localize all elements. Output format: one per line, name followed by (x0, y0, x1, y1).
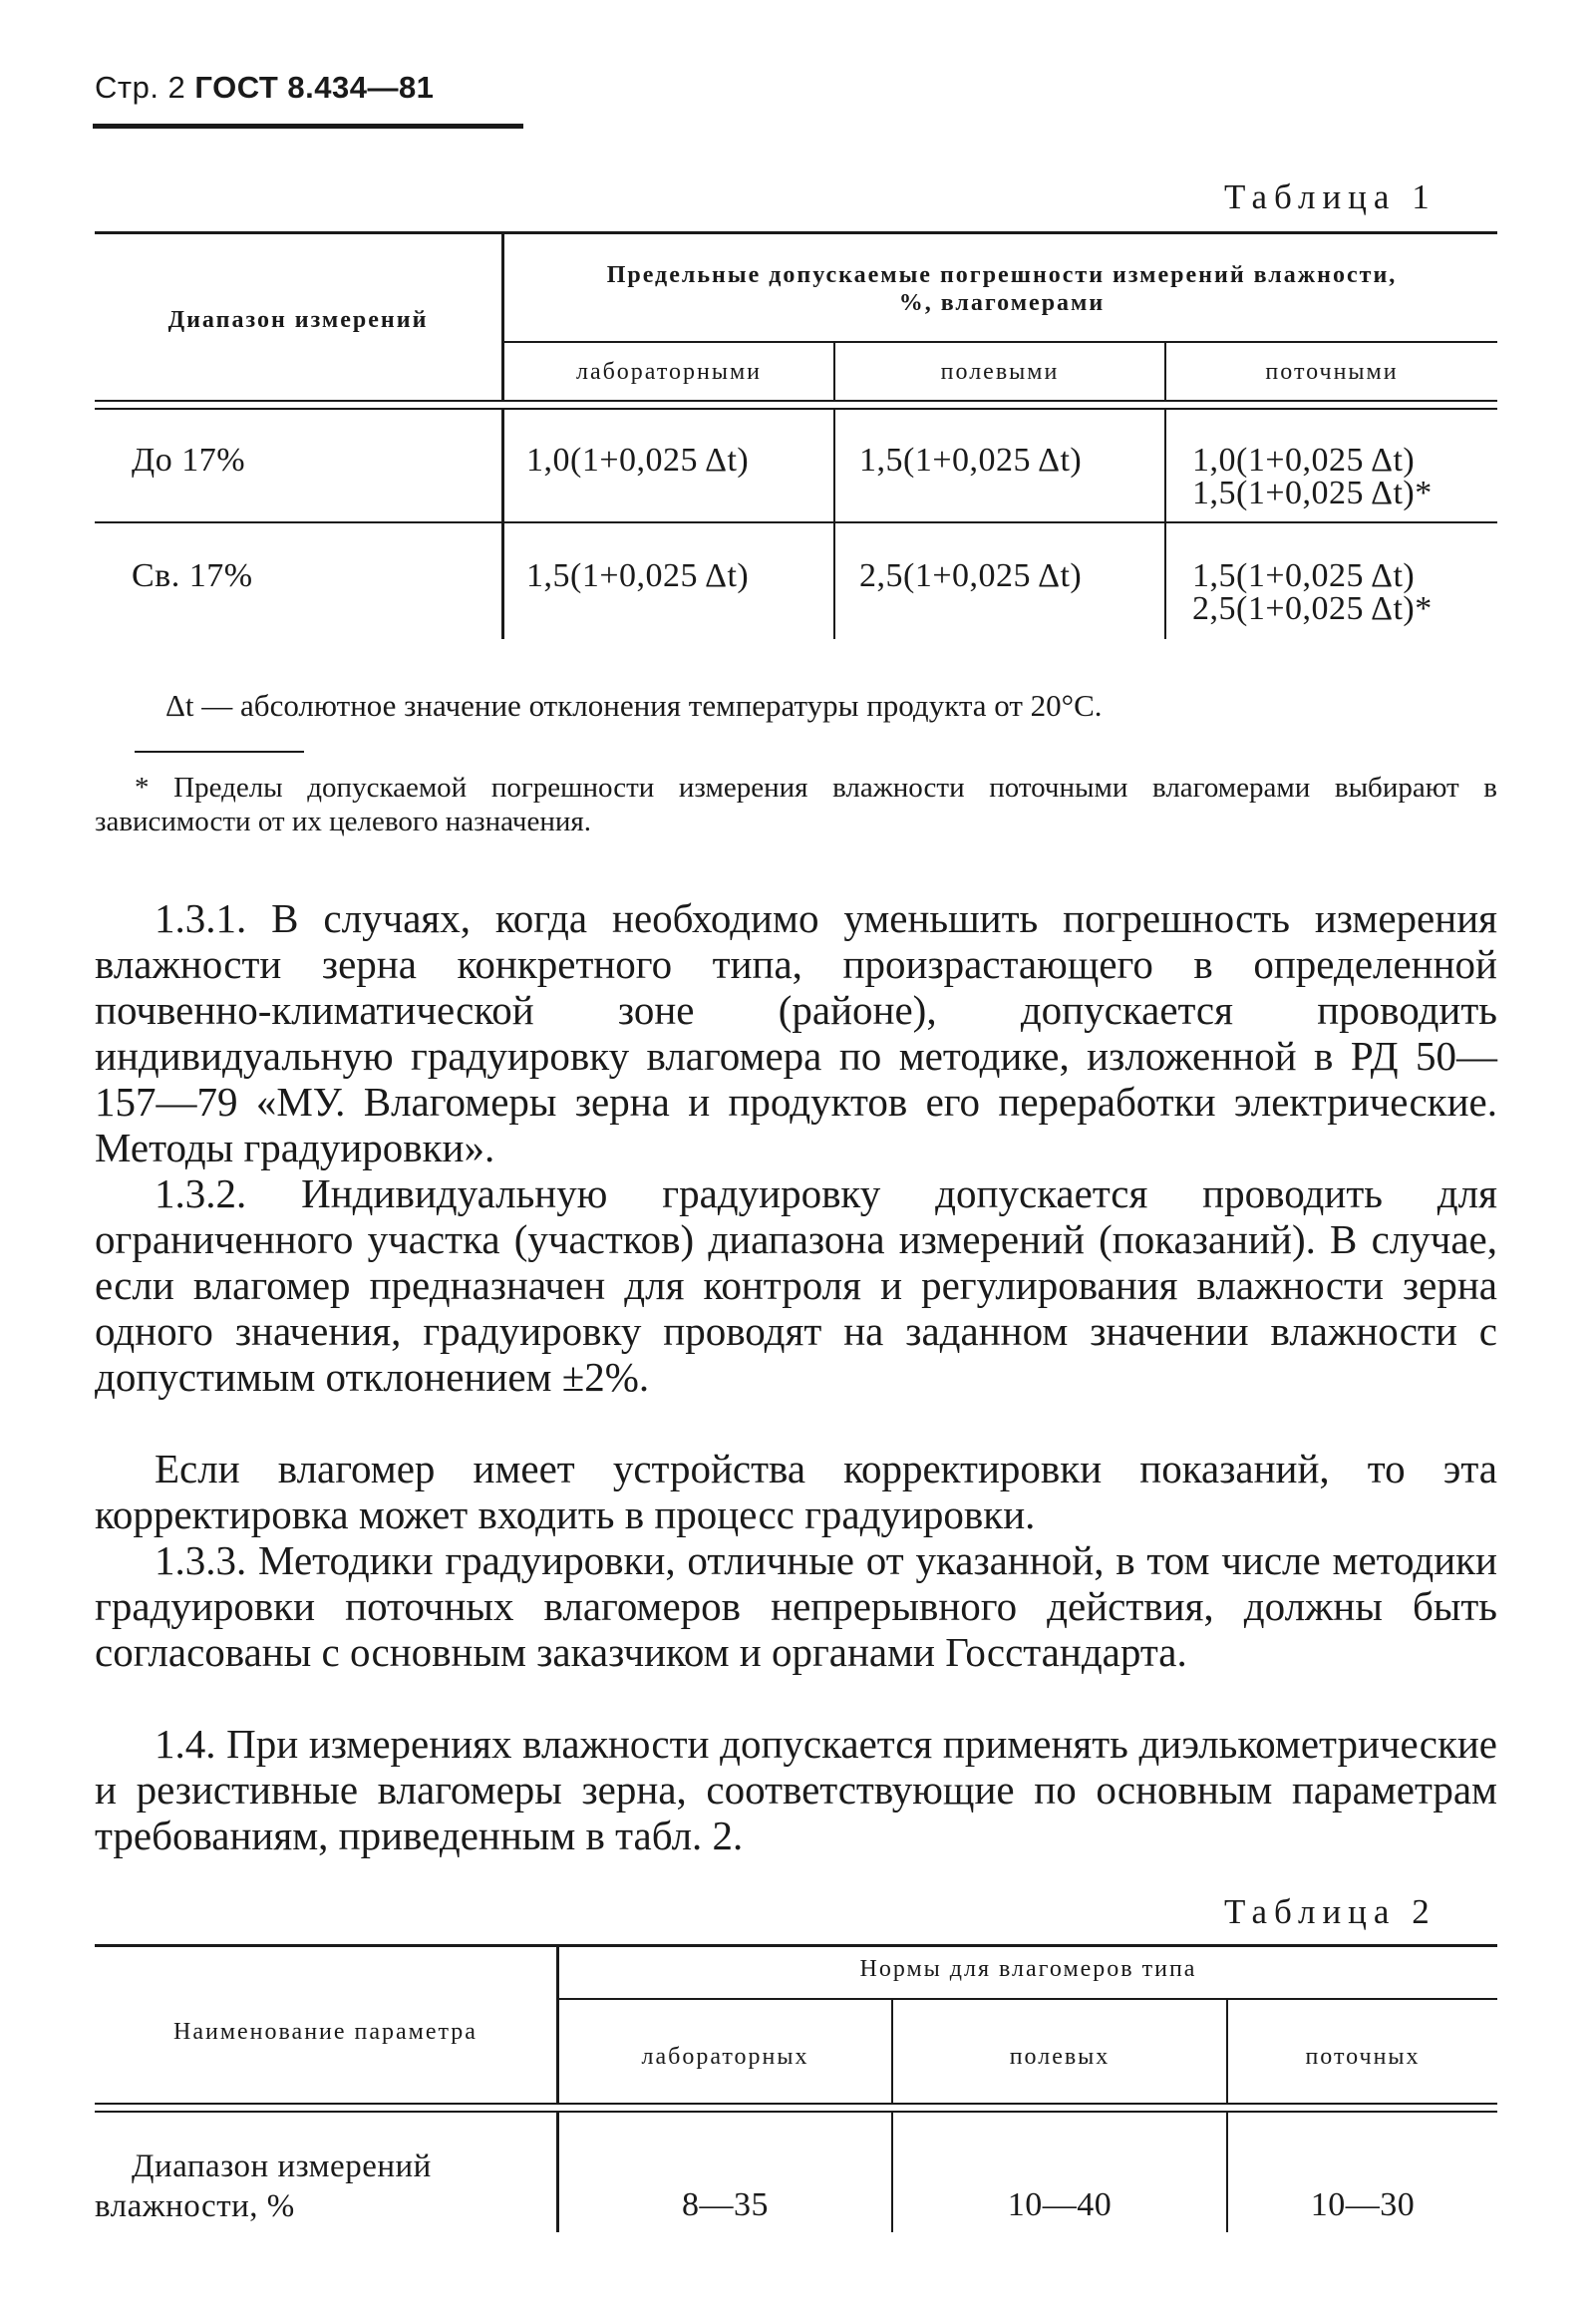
table1-vrule-body-2 (833, 410, 835, 639)
page-label: Стр. 2 (95, 70, 186, 105)
table2-header-rule-1 (95, 2103, 1497, 2105)
table1-footnote: * Пределы допускаемой погрешности измерения влажности поточными влагомерами выбирают в зависимости от их целевого назначения. (95, 772, 1497, 837)
paragraph-1-3-3: 1.3.3. Методики градуировки, отличные от указанной, в том числе методики градуировки поточных влагомеров непрерывного действия, должны быть согласованы с основным заказчиком и органами Госстандарта. (95, 1537, 1497, 1675)
table1-header-rule-2 (95, 408, 1497, 410)
table2-col-param: Наименование параметра (173, 2019, 478, 2045)
table1-col-group: Предельные допускаемые погрешности измерений влажности, %, влагомерами (606, 262, 1398, 316)
table2-top-rule (95, 1944, 1497, 1947)
table2-col-lab: лабораторных (641, 2044, 809, 2070)
paragraph-1-3-2: 1.3.2. Индивидуальную градуировку допускается проводить для ограниченного участка (участков) диапазона измерений (показаний). В случае, если влагомер предназначен для контроля и регулирования влажности зерна одного значения, градуировку проводят на заданном значении влажности с допустимым отклонением ±2%. (95, 1170, 1497, 1400)
page-header (95, 70, 434, 106)
table1-row2-flow-1: 1,5(1+0,025 Δt) (1192, 557, 1416, 594)
table2-row1-param-2: влажности, % (95, 2188, 295, 2224)
table1-caption: Таблица 1 (1224, 177, 1436, 216)
paragraph-calibration-correction: Если влагомер имеет устройства корректировки показаний, то эта корректировка может входить в процесс градуировки. (95, 1446, 1497, 1537)
table2-col-group: Нормы для влагомеров типа (859, 1956, 1197, 1982)
table1-row1-flow-1: 1,0(1+0,025 Δt) (1192, 442, 1416, 479)
table1-header-rule-1 (95, 400, 1497, 402)
table1-col-field: полевыми (940, 359, 1060, 385)
table1-vrule-body-3 (1164, 410, 1166, 639)
footnote-divider (135, 751, 304, 753)
table1-delta-note: Δt — абсолютное значение отклонения температуры продукта от 20°С. (165, 688, 1103, 723)
table1-row2-flow-2: 2,5(1+0,025 Δt)* (1192, 590, 1433, 627)
table2-row1-lab: 8—35 (682, 2186, 769, 2223)
table1-row2-range: Св. 17% (132, 557, 253, 594)
table1-row1-field: 1,5(1+0,025 Δt) (859, 442, 1083, 479)
table1-row2-lab: 1,5(1+0,025 Δt) (526, 557, 750, 594)
table2-subheader-rule (558, 1998, 1497, 2000)
table1-row1-range: До 17% (132, 442, 246, 479)
table2-header-rule-2 (95, 2111, 1497, 2113)
table1-col-lab: лабораторными (575, 359, 763, 385)
table1-subheader-rule (503, 341, 1497, 343)
paragraph-1-4: 1.4. При измерениях влажности допускается применять диэлькометрические и резистивные влагомеры зерна, соответствующие по основным параметрам требованиям, приведенным в табл. 2. (95, 1721, 1497, 1858)
table1-row-rule (95, 521, 1497, 523)
table2-row1-field: 10—40 (1007, 2186, 1113, 2223)
table2-caption: Таблица 2 (1224, 1892, 1436, 1931)
table1-row1-flow-2: 1,5(1+0,025 Δt)* (1192, 475, 1433, 511)
table2-col-field: полевых (1009, 2044, 1111, 2070)
table1-col-range: Диапазон измерений (167, 307, 429, 333)
table1-top-rule (95, 231, 1497, 234)
table1-col-flow: поточными (1265, 359, 1399, 385)
paragraph-1-3-1: 1.3.1. В случаях, когда необходимо уменьшить погрешность измерения влажности зерна конкретного типа, произрастающего в определенной почвенно-климатической зоне (районе), допускается проводить индивидуальную градуировку влагомера по методике, изложенной в РД 50—157—79 «МУ. Влагомеры зерна и продуктов его переработки электрические. Методы градуировки». (95, 895, 1497, 1170)
table1-row1-lab: 1,0(1+0,025 Δt) (526, 442, 750, 479)
table1-row2-field: 2,5(1+0,025 Δt) (859, 557, 1083, 594)
table2-row1-param-1: Диапазон измерений (132, 2148, 432, 2184)
table2-row1-flow: 10—30 (1310, 2186, 1416, 2223)
header-underline (93, 124, 523, 129)
standard-number: ГОСТ 8.434—81 (194, 70, 435, 105)
table1-vrule-body-1 (501, 410, 504, 639)
table2-col-flow: поточных (1305, 2044, 1421, 2070)
